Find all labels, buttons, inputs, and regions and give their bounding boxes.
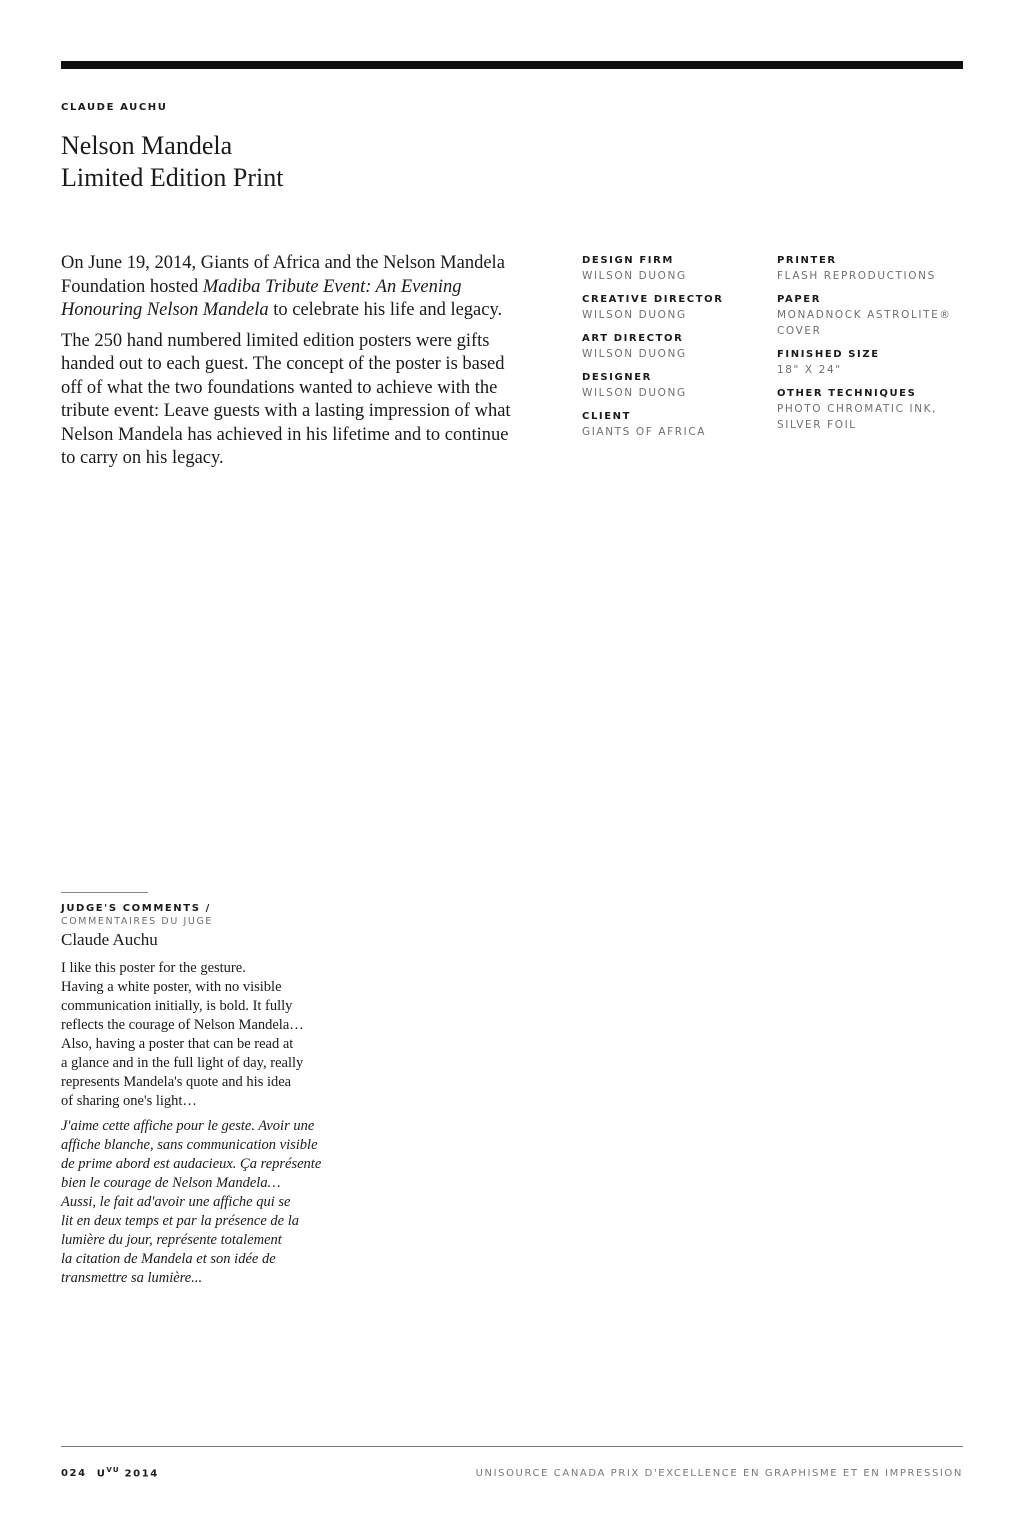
brand-vu: VU (106, 1466, 120, 1474)
body-paragraph-1 (61, 252, 511, 323)
credit-value: PHOTO CHROMATIC INK, (777, 403, 938, 415)
credit-label: FINISHED SIZE (777, 349, 880, 360)
comment-fr-line: bien le courage de Nelson Mandela… (61, 1175, 281, 1191)
credit-label: ART DIRECTOR (582, 333, 684, 344)
credit-label: CREATIVE DIRECTOR (582, 294, 724, 305)
credit-label: DESIGNER (582, 372, 652, 383)
credit-value: WILSON DUONG (582, 348, 687, 360)
judge-heading-fr: COMMENTAIRES DU JUGE (61, 916, 214, 927)
comment-fr-line: de prime abord est audacieux. Ça représente (61, 1156, 322, 1172)
credit-value: FLASH REPRODUCTIONS (777, 270, 936, 282)
body-text (61, 252, 511, 478)
body-p1-tail: to celebrate his life and legacy. (268, 300, 503, 320)
comment-fr-line: lumière du jour, représente totalement (61, 1232, 282, 1248)
comment-en-line: represents Mandela's quote and his idea (61, 1074, 292, 1090)
body-p1-text: On June 19, 2014, Giants of Africa and the Nelson Mandela Foundation hosted (61, 253, 505, 297)
folio-year: 2014 (124, 1468, 159, 1480)
credit-design-firm (582, 254, 762, 284)
footer-publication-title: UNISOURCE CANADA PRIX D'EXCELLENCE EN GRAPHISME ET EN IMPRESSION (475, 1468, 963, 1479)
credit-value-line-2: COVER (777, 325, 822, 337)
judge-heading-en: JUDGE'S COMMENTS / (61, 903, 211, 914)
comment-en-line: of sharing one's light… (61, 1093, 197, 1109)
comment-fr-line: la citation de Mandela et son idée de (61, 1251, 276, 1267)
credit-label: PRINTER (777, 255, 837, 266)
title-line-2: Limited Edition Print (61, 163, 284, 192)
comment-en-line: communication initially, is bold. It fully (61, 998, 293, 1014)
credit-value: 18" X 24" (777, 364, 842, 376)
credits-right-column (777, 254, 967, 442)
folio (61, 1466, 159, 1479)
comment-fr-line: J'aime cette affiche pour le geste. Avoir une (61, 1118, 315, 1134)
comment-en-line: Also, having a poster that can be read at (61, 1036, 294, 1052)
page-title (61, 130, 283, 194)
credit-label: PAPER (777, 294, 822, 305)
credit-art-director (582, 332, 762, 362)
credit-label: OTHER TECHNIQUES (777, 388, 917, 399)
credits-left-column (582, 254, 762, 449)
comment-fr-line: affiche blanche, sans communication visible (61, 1137, 318, 1153)
judge-heading (61, 902, 213, 928)
credit-value: MONADNOCK ASTROLITE® (777, 309, 952, 321)
credit-value-line-2: SILVER FOIL (777, 419, 857, 431)
credit-value: WILSON DUONG (582, 270, 687, 282)
credit-value: GIANTS OF AFRICA (582, 426, 707, 438)
credit-label: DESIGN FIRM (582, 255, 674, 266)
comment-fr-line: Aussi, le fait ad'avoir une affiche qui se (61, 1194, 291, 1210)
comment-en-line: Having a white poster, with no visible (61, 979, 282, 995)
credit-client (582, 410, 762, 440)
judge-comment-en (61, 959, 351, 1111)
page-number: 024 (61, 1468, 87, 1480)
comment-fr-line: transmettre sa lumière... (61, 1270, 203, 1286)
comment-en-line: reflects the courage of Nelson Mandela… (61, 1017, 304, 1033)
credit-other-techniques (777, 387, 967, 433)
judge-name: Claude Auchu (61, 930, 158, 949)
credit-paper (777, 293, 967, 339)
author-name: CLAUDE AUCHU (61, 102, 168, 113)
credit-value: WILSON DUONG (582, 309, 687, 321)
title-line-1: Nelson Mandela (61, 131, 233, 160)
body-paragraph-2: The 250 hand numbered limited edition posters were gifts handed out to each guest. The concept of the poster is based off of what the two foundations wanted to achieve with the tribute event: Leave guests with a lasting impression of what Nelson Mandela has achieved in his lifetime and to continue to carry on his legacy. (61, 330, 511, 468)
credit-designer (582, 371, 762, 401)
top-rule (61, 61, 963, 69)
judge-divider (61, 892, 148, 893)
comment-en-line: I like this poster for the gesture. (61, 960, 246, 976)
credit-printer (777, 254, 967, 284)
credit-finished-size (777, 348, 967, 378)
brand-u: U (96, 1468, 107, 1480)
event-name: Madiba Tribute Event: An Evening Honouring Nelson Mandela (61, 276, 462, 320)
comment-fr-line: lit en deux temps et par la présence de la (61, 1213, 299, 1229)
credit-value: WILSON DUONG (582, 387, 687, 399)
comment-en-line: a glance and in the full light of day, really (61, 1055, 304, 1071)
credit-label: CLIENT (582, 411, 632, 422)
footer-divider (61, 1446, 963, 1447)
judge-comment-fr (61, 1117, 361, 1288)
credit-creative-director (582, 293, 762, 323)
